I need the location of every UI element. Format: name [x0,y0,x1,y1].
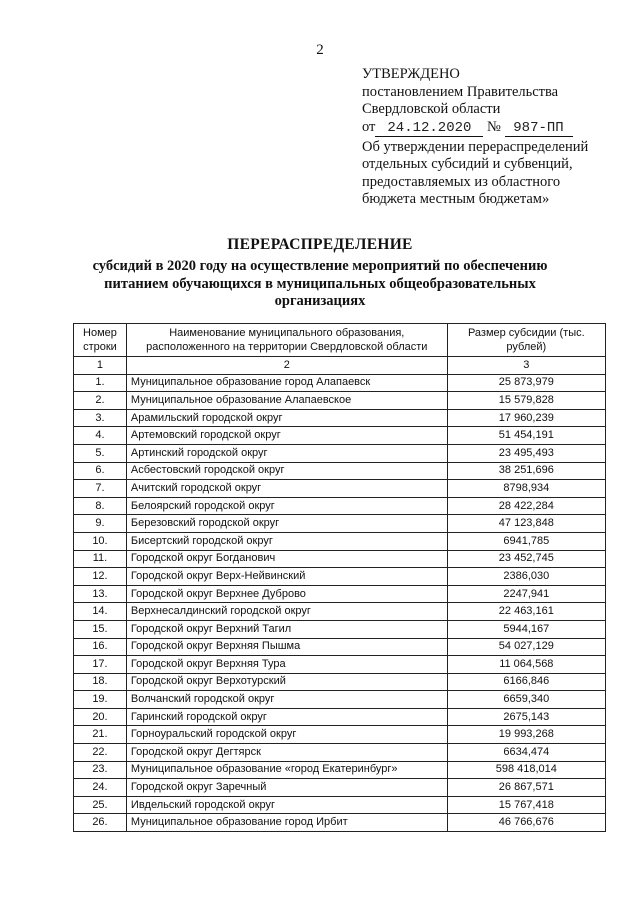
amount-cell: 47 123,848 [447,515,605,533]
row-number-cell: 11. [74,550,127,568]
municipality-cell: Верхнесалдинский городской округ [126,603,447,621]
municipality-cell: Артинский городской округ [126,444,447,462]
row-number-cell: 12. [74,568,127,586]
table-row [74,708,606,726]
row-number-cell: 14. [74,603,127,621]
row-number-cell: 24. [74,779,127,797]
approval-block [362,66,612,209]
table-row [74,515,606,533]
amount-cell: 23 495,493 [447,444,605,462]
table-row [74,392,606,410]
row-number-cell: 18. [74,673,127,691]
table-row [74,656,606,674]
table-row [74,744,606,762]
table-row [74,620,606,638]
municipality-cell: Муниципальное образование город Ирбит [126,814,447,832]
row-number-cell: 16. [74,638,127,656]
table-row [74,497,606,515]
municipality-cell: Городской округ Верхняя Пышма [126,638,447,656]
municipality-cell: Муниципальное образование «город Екатеринбург» [126,761,447,779]
title-main: ПЕРЕРАСПРЕДЕЛЕНИЕ [227,236,413,253]
amount-cell: 51 454,191 [447,427,605,445]
approval-heading: УТВЕРЖДЕНО [362,66,460,82]
table-row [74,603,606,621]
row-number-cell: 15. [74,620,127,638]
municipality-cell: Бисертский городской округ [126,532,447,550]
amount-cell: 17 960,239 [447,409,605,427]
table-row [74,726,606,744]
approval-line-1: постановлением Правительства [362,83,559,100]
row-number-cell: 7. [74,480,127,498]
municipality-cell: Гаринский городской округ [126,708,447,726]
amount-cell: 23 452,745 [447,550,605,568]
subsidies-table [73,323,606,832]
amount-cell: 598 418,014 [447,761,605,779]
table-row [74,761,606,779]
municipality-cell: Городской округ Верх-Нейвинский [126,568,447,586]
header-subsidy-amount: Размер субсидии (тыс. рублей) [447,324,605,357]
municipality-cell: Волчанский городской округ [126,691,447,709]
row-number-cell: 20. [74,708,127,726]
row-number-cell: 4. [74,427,127,445]
amount-cell: 11 064,568 [447,656,605,674]
row-number-cell: 23. [74,761,127,779]
approval-date: 24.12.2020 [375,121,483,137]
amount-cell: 2247,941 [447,585,605,603]
approval-date-line [362,119,612,137]
table-row [74,409,606,427]
municipality-cell: Городской округ Верхнее Дуброво [126,585,447,603]
table-row [74,462,606,480]
row-number-cell: 19. [74,691,127,709]
amount-cell: 26 867,571 [447,779,605,797]
approval-about: Об утверждении перераспределений отдельных субсидий и субвенций, предоставляемых из областного бюджета местным бюджетам» [362,138,589,207]
municipality-cell: Асбестовский городской округ [126,462,447,480]
table-row [74,796,606,814]
approval-number: 987-ПП [505,121,573,137]
table-row [74,374,606,392]
table-row [74,691,606,709]
amount-cell: 5944,167 [447,620,605,638]
municipality-cell: Городской округ Дегтярск [126,744,447,762]
table-row [74,585,606,603]
title-subtitle: субсидий в 2020 году на осуществление мероприятий по обеспечению питанием обучающихся в муниципальных общеобразовательных организациях [92,258,548,309]
municipality-cell: Артемовский городской округ [126,427,447,445]
municipality-cell: Городской округ Верхняя Тура [126,656,447,674]
municipality-cell: Городской округ Верхотурский [126,673,447,691]
amount-cell: 2675,143 [447,708,605,726]
amount-cell: 25 873,979 [447,374,605,392]
municipality-cell: Муниципальное образование Алапаевское [126,392,447,410]
municipality-cell: Ивдельский городской округ [126,796,447,814]
row-number-cell: 25. [74,796,127,814]
table-row [74,673,606,691]
column-index-row [74,357,606,375]
municipality-cell: Березовский городской округ [126,515,447,533]
row-number-cell: 8. [74,497,127,515]
table-row [74,480,606,498]
row-number-cell: 13. [74,585,127,603]
document-title [60,236,580,311]
table-row [74,427,606,445]
amount-cell: 6941,785 [447,532,605,550]
amount-cell: 38 251,696 [447,462,605,480]
table-row [74,814,606,832]
table-row [74,568,606,586]
row-number-cell: 6. [74,462,127,480]
page-number: 2 [316,42,324,58]
amount-cell: 28 422,284 [447,497,605,515]
header-row-number: Номер строки [74,324,127,357]
column-index-1: 1 [74,357,127,375]
column-index-3: 3 [447,357,605,375]
row-number-cell: 21. [74,726,127,744]
row-number-cell: 3. [74,409,127,427]
table-row [74,638,606,656]
date-prefix: от [362,118,376,135]
table-header-row [74,324,606,357]
column-index-2: 2 [126,357,447,375]
municipality-cell: Городской округ Верхний Тагил [126,620,447,638]
amount-cell: 54 027,129 [447,638,605,656]
amount-cell: 6659,340 [447,691,605,709]
amount-cell: 6166,846 [447,673,605,691]
amount-cell: 15 767,418 [447,796,605,814]
row-number-cell: 22. [74,744,127,762]
approval-line-2: Свердловской области [362,101,501,117]
row-number-cell: 10. [74,532,127,550]
municipality-cell: Ачитский городской округ [126,480,447,498]
municipality-cell: Горноуральский городской округ [126,726,447,744]
amount-cell: 15 579,828 [447,392,605,410]
table-row [74,532,606,550]
table-row [74,779,606,797]
row-number-cell: 17. [74,656,127,674]
municipality-cell: Белоярский городской округ [126,497,447,515]
row-number-cell: 26. [74,814,127,832]
row-number-cell: 1. [74,374,127,392]
header-municipality: Наименование муниципального образования, расположенного на территории Свердловской области [126,324,447,357]
number-prefix: № [487,118,501,135]
amount-cell: 2386,030 [447,568,605,586]
amount-cell: 46 766,676 [447,814,605,832]
row-number-cell: 9. [74,515,127,533]
municipality-cell: Муниципальное образование город Алапаевск [126,374,447,392]
table-row [74,550,606,568]
table-row [74,444,606,462]
municipality-cell: Городской округ Богданович [126,550,447,568]
row-number-cell: 2. [74,392,127,410]
row-number-cell: 5. [74,444,127,462]
amount-cell: 22 463,161 [447,603,605,621]
amount-cell: 6634,474 [447,744,605,762]
amount-cell: 19 993,268 [447,726,605,744]
amount-cell: 8798,934 [447,480,605,498]
municipality-cell: Арамильский городской округ [126,409,447,427]
municipality-cell: Городской округ Заречный [126,779,447,797]
